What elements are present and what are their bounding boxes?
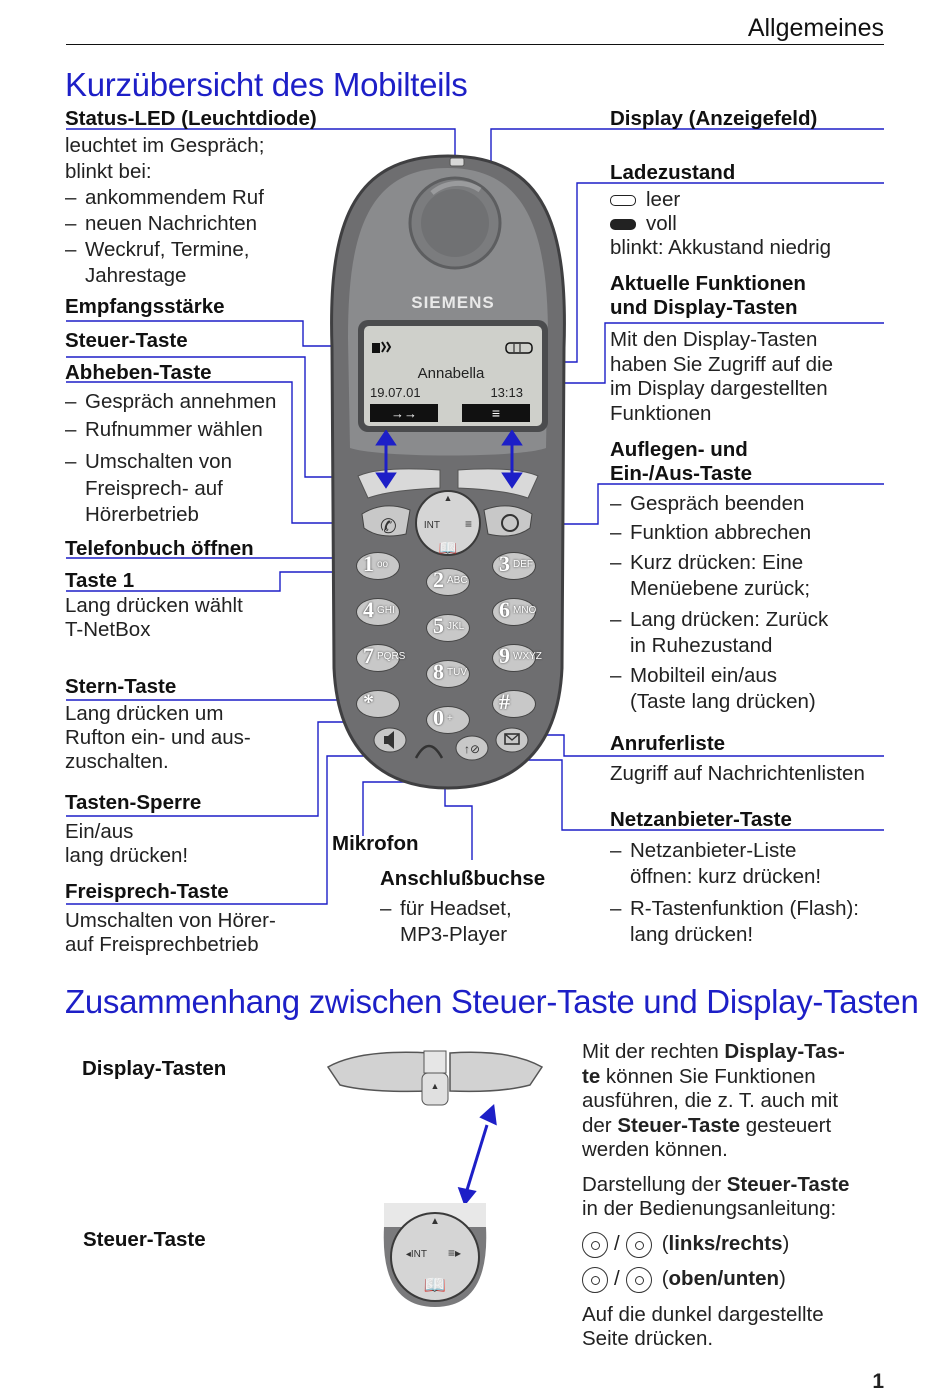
explanation-text: Mit der rechten Display-Tas- te können Sie Funktionen ausführen, die z. T. auch mit der Steuer-Taste gesteuert werden können. Darstellung der Steuer-Taste in der Bedienungsanleitung: / (links/rechts) / (oben/unten) Auf die dunkel dargestellte Seite drücken. (582, 1040, 850, 1350)
svg-text:📖: 📖 (423, 1275, 447, 1295)
microphone-label: Mikrofon (332, 832, 419, 855)
display-label: Display (Anzeigefeld) (610, 107, 818, 130)
key-8[interactable]: 8 TUV (426, 660, 470, 688)
svg-text:≡: ≡ (491, 405, 501, 421)
key-hash[interactable]: # (492, 690, 536, 718)
key-lock-desc: Ein/aus lang drücken! (65, 820, 189, 867)
key-star[interactable]: * (356, 690, 400, 718)
functions-title: Aktuelle Funktionen und Display-Tasten (610, 272, 806, 319)
key-9[interactable]: 9 WXYZ (492, 644, 536, 672)
left-right-line: / (links/rechts) (582, 1232, 849, 1258)
display-key-right-diagram (450, 1052, 542, 1091)
up-down-line: / (oben/unten) (582, 1267, 849, 1293)
page-title: Kurzübersicht des Mobilteils (65, 66, 468, 103)
nav-up-icon (582, 1267, 608, 1293)
brand-logo: SIEMENS (411, 293, 495, 312)
headset-jack (416, 746, 442, 758)
status-led (450, 158, 464, 166)
svg-text:◂INT: ◂INT (405, 1249, 427, 1260)
control-key-label: Steuer-Taste (65, 329, 188, 352)
speaker-key-desc: Umschalten von Hörer- auf Freisprechbetrieb (65, 909, 276, 956)
key-6[interactable]: 6 MNO (492, 598, 536, 626)
display-key-left-diagram (328, 1052, 430, 1091)
jack-title: Anschlußbuchse (380, 867, 546, 890)
battery-empty-icon (610, 195, 636, 206)
screen-name: Annabella (417, 365, 485, 382)
screen-time: 13:13 (490, 385, 523, 400)
screen-date: 19.07.01 (370, 385, 421, 400)
status-led-desc: leuchtet im Gespräch; blinkt bei: – ankommendem Ruf – neuen Nachrichten – Weckruf, Termine, Jahrestage (65, 134, 265, 287)
signal-strength-label: Empfangsstärke (65, 295, 225, 318)
nav-left-icon (582, 1232, 608, 1258)
section-title-2: Zusammenhang zwischen Steuer-Taste und Display-Tasten (65, 983, 919, 1020)
key-1[interactable]: 1 oo (356, 552, 400, 580)
caller-list-title: Anruferliste (610, 732, 726, 755)
section-title: Allgemeines (747, 14, 884, 42)
end-key-desc: – Gespräch beenden – Funktion abbrechen – Kurz drücken: Eine Menüebene zurück; – Lang drücken: Zurück in Ruhezustand – Mobilteil ein/aus (Taste lang drücken) (610, 492, 829, 713)
key-2[interactable]: 2 ABC (426, 568, 470, 596)
svg-text:▲: ▲ (430, 1081, 440, 1091)
caller-list-desc: Zugriff auf Nachrichtenlisten (610, 762, 865, 785)
control-key-label-2: Steuer-Taste (83, 1228, 206, 1251)
star-key-desc: Lang drücken um Rufton ein- und aus- zuschalten. (65, 702, 251, 773)
display-keys-label: Display-Tasten (82, 1057, 227, 1080)
provider-key-title: Netzanbieter-Taste (610, 808, 792, 831)
keys-diagram (320, 1045, 550, 1310)
phonebook-label: Telefonbuch öffnen (65, 537, 254, 560)
svg-text:▲: ▲ (443, 493, 453, 503)
status-led-title: Status-LED (Leuchtdiode) (65, 107, 317, 130)
key-7[interactable]: 7 PQRS (356, 644, 400, 672)
call-key-desc: – Gespräch annehmen – Rufnummer wählen – Umschalten von Freisprech- auf Hörerbetrieb (65, 390, 277, 526)
svg-text:↑⊘: ↑⊘ (464, 742, 481, 756)
key-4[interactable]: 4 GHI (356, 598, 400, 626)
key1-desc: Lang drücken wählt T-NetBox (65, 594, 243, 641)
phonebook-icon: 📖 (438, 540, 458, 557)
display-key-arrows (370, 430, 530, 490)
key-lock-title: Tasten-Sperre (65, 791, 202, 814)
star-key-title: Stern-Taste (65, 675, 177, 698)
svg-text:INT: INT (423, 520, 440, 531)
charge-desc: leer voll blinkt: Akkustand niedrig (610, 188, 832, 259)
svg-text:≡: ≡ (465, 517, 473, 531)
provider-key-desc: – Netzanbieter-Liste öffnen: kurz drücken! – R-Tastenfunktion (Flash): lang drücken! (610, 839, 860, 946)
nav-right-icon (626, 1232, 652, 1258)
charge-title: Ladezustand (610, 161, 736, 184)
end-key-title: Auflegen- und Ein-/Aus-Taste (610, 438, 752, 485)
speaker-key-title: Freisprech-Taste (65, 880, 229, 903)
nav-down-icon (626, 1267, 652, 1293)
page-number: 1 (872, 1370, 884, 1393)
jack-desc: – für Headset, MP3-Player (380, 897, 512, 946)
key-3[interactable]: 3 DEF (492, 552, 536, 580)
call-key-title: Abheben-Taste (65, 361, 212, 384)
battery-full-icon (610, 219, 636, 230)
svg-text:→→: →→ (391, 406, 417, 421)
key-5[interactable]: 5 JKL (426, 614, 470, 642)
key-0[interactable]: 0 + (426, 706, 470, 734)
key1-title: Taste 1 (65, 569, 135, 592)
functions-desc: Mit den Display-Tasten haben Sie Zugriff auf die im Display dargestellten Funktionen (610, 328, 833, 425)
phone-bottom-keys (370, 722, 540, 772)
keypad (356, 552, 546, 732)
svg-text:✆: ✆ (380, 516, 397, 538)
svg-text:≡▸: ≡▸ (448, 1246, 462, 1260)
svg-text:▲: ▲ (430, 1216, 440, 1227)
